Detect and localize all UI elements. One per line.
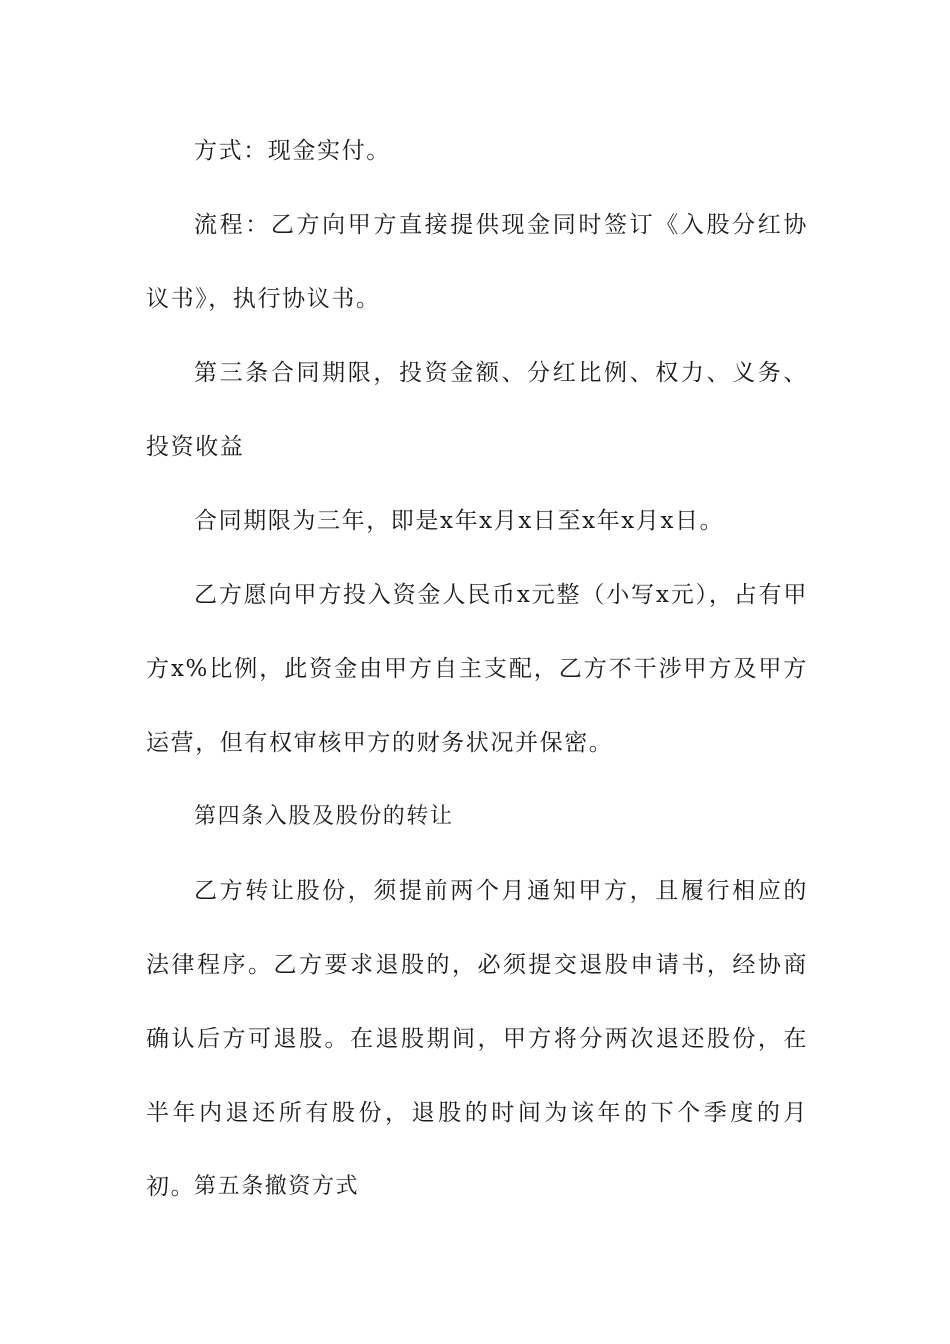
article-five-heading: 第五条撤资方式 [194,1174,360,1199]
payment-method-paragraph: 方式：现金实付。 [194,138,391,164]
article-four-heading: 第四条入股及股份的转让 [194,804,454,829]
contract-term-paragraph: 合同期限为三年，即是x年x月x日至x年x月x日。 [194,508,725,534]
process-paragraph: 流程：乙方向甲方直接提供现金同时签订《入股分红协议书》，执行协议书。 [146,212,808,312]
share-transfer-paragraph: 乙方转让股份，须提前两个月通知甲方，且履行相应的法律程序。乙方要求退股的，必须提交退股申请书，经协商确认后方可退股。在退股期间，甲方将分两次退还股份，在半年内退还所有股份，退股的时间为该年的下个季度的月初。 [146,878,808,1200]
investment-amount-paragraph: 乙方愿向甲方投入资金人民币x元整（小写x元），占有甲方x%比例，此资金由甲方自主支配，乙方不干涉甲方及甲方运营，但有权审核甲方的财务状况并保密。 [146,582,808,756]
article-three-heading: 第三条合同期限，投资金额、分红比例、权力、义务、投资收益 [146,360,808,460]
